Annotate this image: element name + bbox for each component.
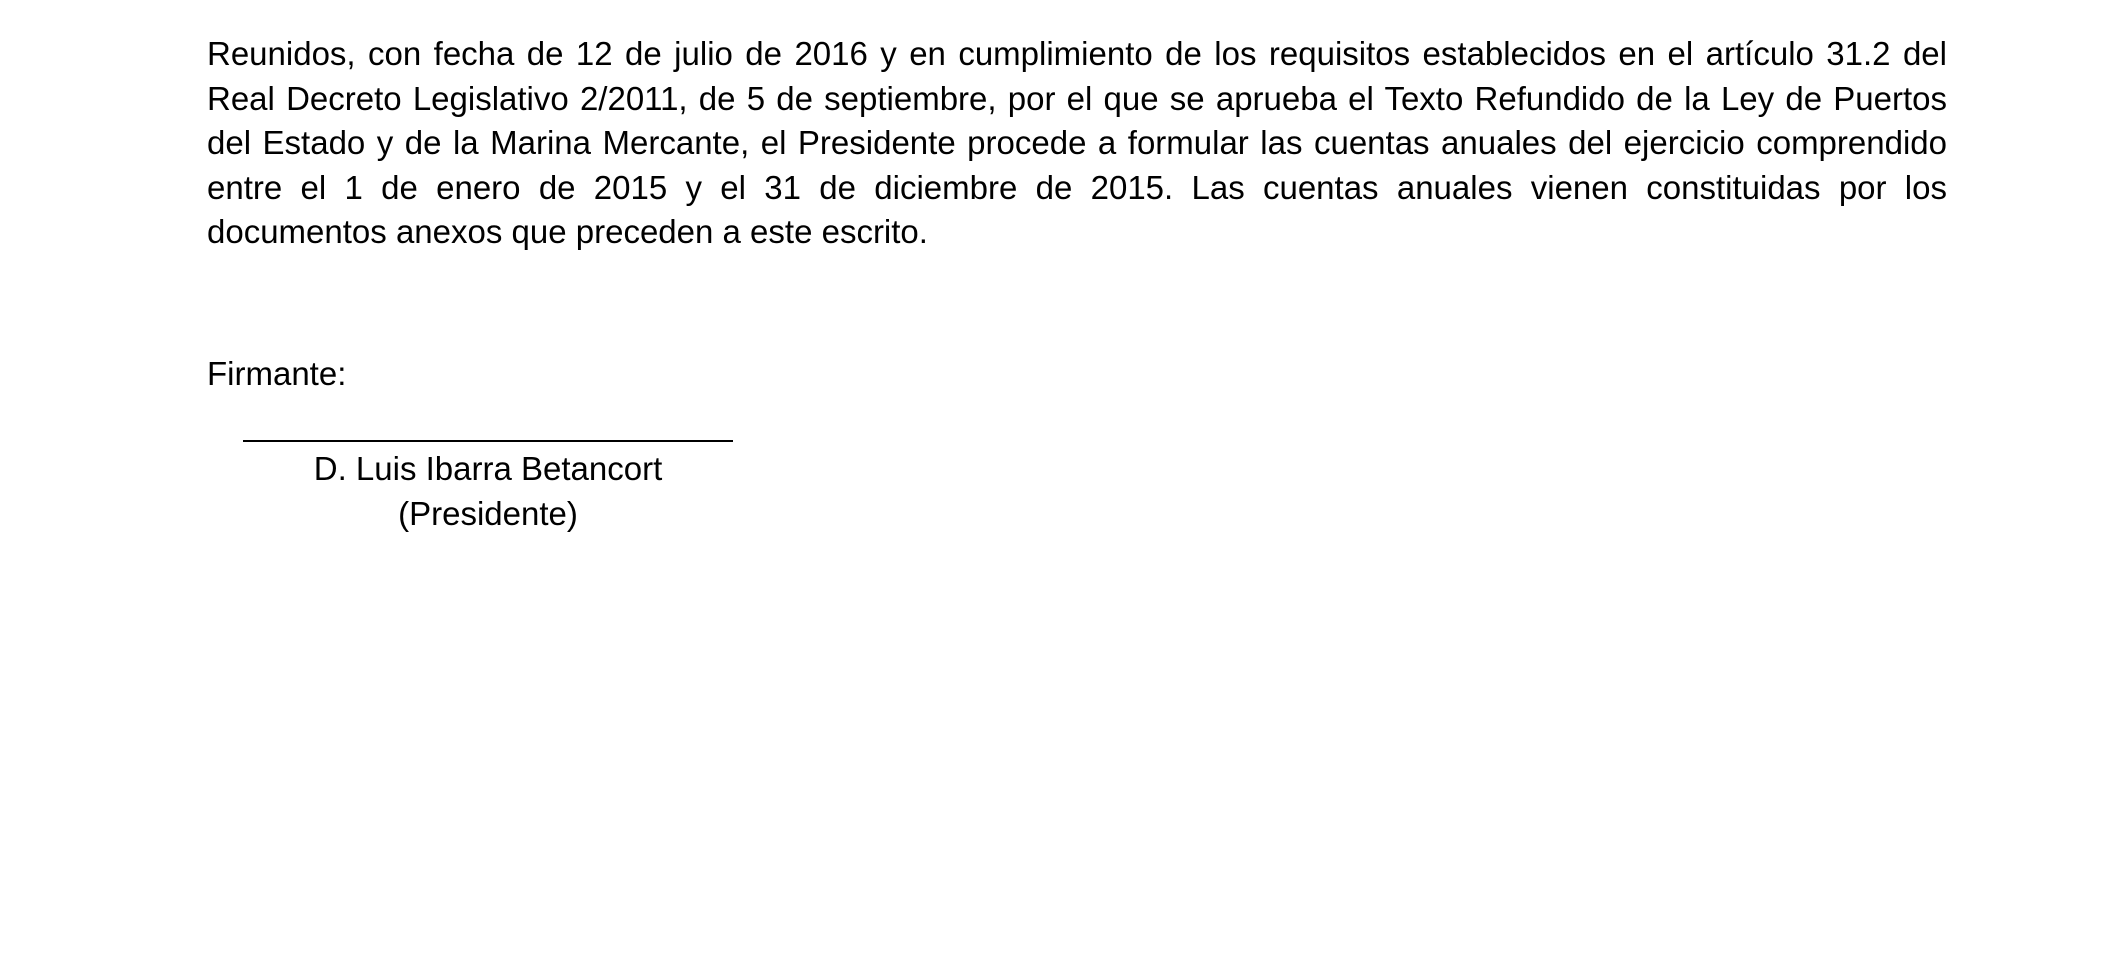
signer-name: D. Luis Ibarra Betancort — [313, 450, 663, 487]
signature-line — [243, 440, 733, 442]
signer-label: Firmante: — [207, 355, 347, 392]
body-paragraph: Reunidos, con fecha de 12 de julio de 2016 y en cumplimiento de los requisitos establecidos en el artículo 31.2 del Real Decreto Legislativo 2/2011, de 5 de septiembre, por el que se aprueba el Texto Refundido de la Ley de Puertos del Estado y de la Marina Mercante, el Presidente procede a formular las cuentas anuales del ejercicio comprendido entre el 1 de enero de 2015 y el 31 de diciembre de 2015. Las cuentas anuales vienen constituidas por los documentos anexos que preceden a este escrito. — [207, 35, 1947, 251]
signature-block — [243, 440, 733, 536]
signer-role: (Presidente) — [398, 495, 578, 532]
